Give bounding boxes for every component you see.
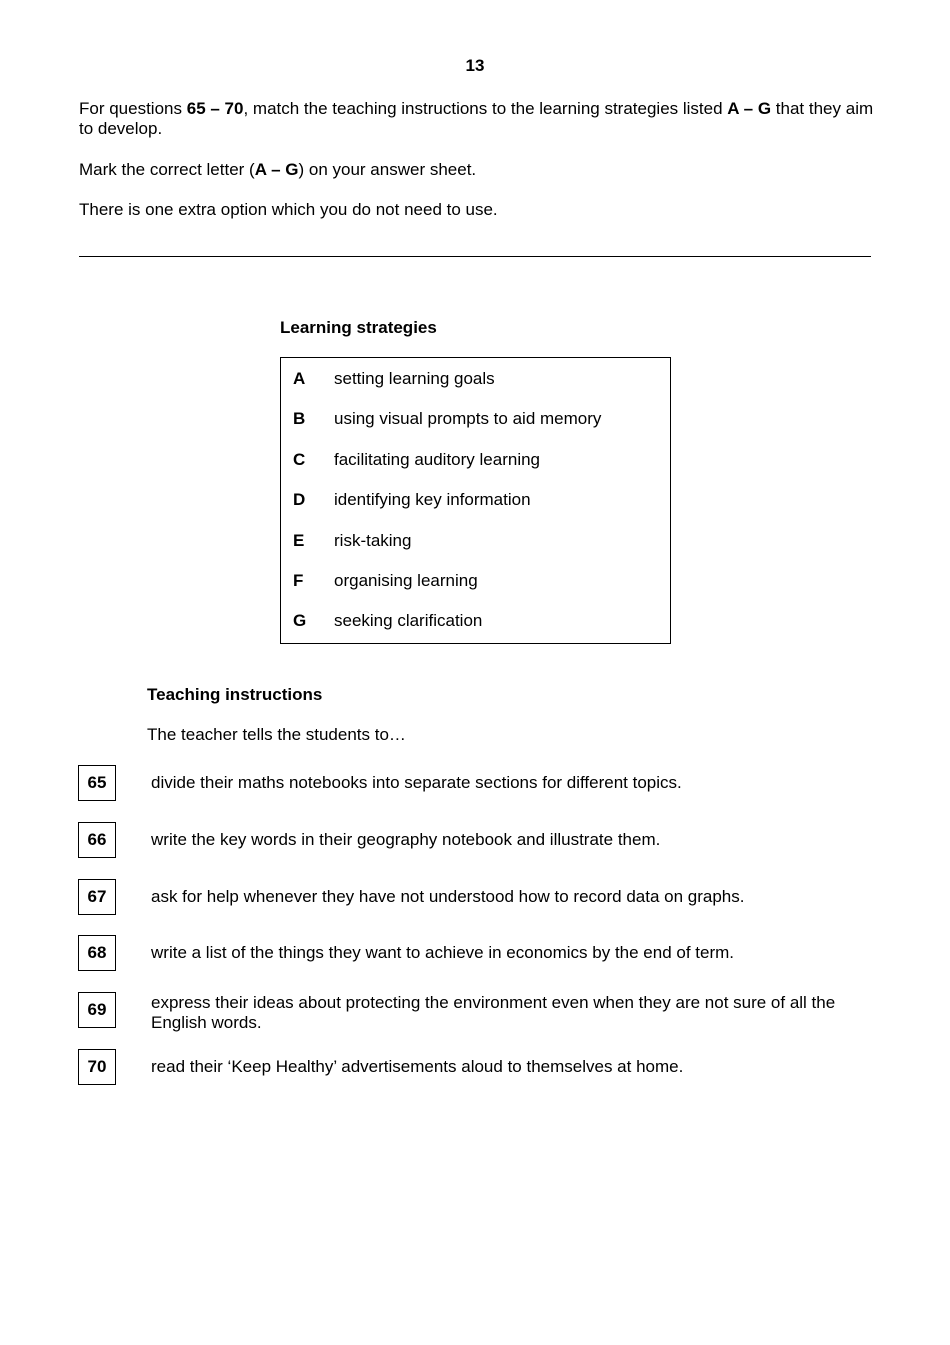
strategy-letter: A: [293, 369, 306, 388]
strategy-text: facilitating auditory learning: [334, 450, 541, 469]
question-number-box: 69: [78, 992, 116, 1028]
question-number-box: 67: [78, 879, 116, 915]
strategy-item: [281, 450, 670, 470]
strategy-text: using visual prompts to aid memory: [334, 409, 602, 428]
question-number-box: 65: [78, 765, 116, 801]
strategy-letter: F: [293, 571, 304, 590]
strategy-text: setting learning goals: [334, 369, 495, 388]
question-text: write a list of the things they want to achieve in economics by the end of term.: [151, 943, 735, 962]
question-number-box: 70: [78, 1049, 116, 1085]
strategy-letter: C: [293, 450, 306, 469]
strategy-item: [281, 531, 670, 551]
question-text: read their ‘Keep Healthy’ advertisements aloud to themselves at home.: [151, 1057, 684, 1076]
question-number-box: 68: [78, 935, 116, 971]
strategy-letter: G: [293, 611, 307, 630]
strategy-item: [281, 611, 670, 631]
strategy-letter: B: [293, 409, 306, 428]
strategy-item: [281, 571, 670, 591]
intro-paragraph-2: Mark the correct letter (A – G) on your answer sheet.: [79, 160, 477, 179]
divider: [79, 256, 871, 257]
instructions-lead: The teacher tells the students to…: [147, 725, 406, 744]
strategy-text: organising learning: [334, 571, 478, 590]
strategies-box: [280, 357, 671, 644]
strategies-heading: Learning strategies: [280, 318, 437, 337]
strategy-text: seeking clarification: [334, 611, 483, 630]
question-number-box: 66: [78, 822, 116, 858]
instructions-heading: Teaching instructions: [147, 685, 323, 704]
question-text: express their ideas about protecting the environment even when they are not sure of all the English words.: [151, 993, 836, 1032]
strategy-letter: D: [293, 490, 306, 509]
strategy-text: identifying key information: [334, 490, 531, 509]
strategy-item: [281, 490, 670, 510]
strategy-item: [281, 409, 670, 429]
strategy-letter: E: [293, 531, 305, 550]
intro-paragraph-3: There is one extra option which you do not need to use.: [79, 200, 498, 219]
question-text: ask for help whenever they have not understood how to record data on graphs.: [151, 887, 745, 906]
intro-paragraph-1: For questions 65 – 70, match the teaching instructions to the learning strategies listed A – G that they aim to develop.: [79, 99, 874, 138]
question-text: divide their maths notebooks into separate sections for different topics.: [151, 773, 682, 792]
strategy-item: [281, 369, 670, 389]
question-text: write the key words in their geography notebook and illustrate them.: [151, 830, 661, 849]
strategy-text: risk-taking: [334, 531, 412, 550]
page-number: 13: [465, 56, 485, 75]
